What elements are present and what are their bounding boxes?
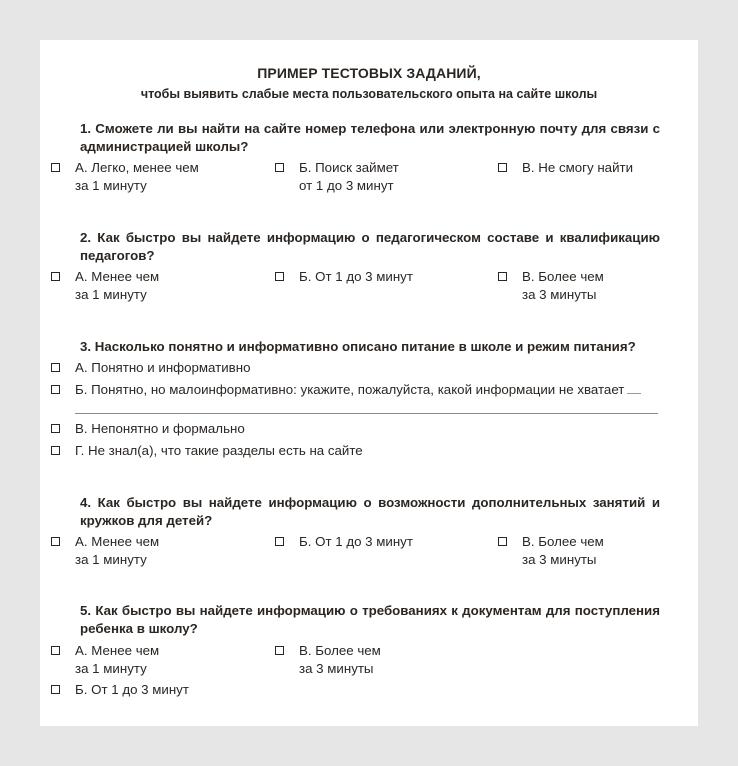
q3-option-c[interactable]: В. Непонятно и формально [51,420,245,438]
q1-option-b[interactable]: Б. Поиск займет от 1 до 3 минут [275,159,399,195]
page-subtitle: чтобы выявить слабые места пользовательского опыта на сайте школы [140,87,598,101]
q1-option-c[interactable]: В. Не смогу найти [498,159,633,177]
checkbox-icon[interactable] [275,537,284,546]
checkbox-icon[interactable] [51,685,60,694]
q3-option-a[interactable]: А. Понятно и информативно [51,359,250,377]
q1-option-a[interactable]: А. Легко, менее чем за 1 минуту [51,159,199,195]
q2-option-c[interactable]: В. Более чем за 3 минуты [498,268,604,304]
checkbox-icon[interactable] [51,363,60,372]
q5-option-a[interactable]: А. Менее чем за 1 минуту [51,642,159,678]
checkbox-icon[interactable] [51,446,60,455]
survey-card [40,40,698,726]
page-title: ПРИМЕР ТЕСТОВЫХ ЗАДАНИЙ, [257,65,481,81]
q4-option-a[interactable]: А. Менее чем за 1 минуту [51,533,159,569]
checkbox-icon[interactable] [51,646,60,655]
checkbox-icon[interactable] [51,424,60,433]
checkbox-icon[interactable] [51,272,60,281]
checkbox-icon[interactable] [275,272,284,281]
question-4-text: 4. Как быстро вы найдете информацию о возможности дополнительных занятий и кружков для детей? [80,495,660,528]
checkbox-icon[interactable] [498,272,507,281]
checkbox-icon[interactable] [275,646,284,655]
question-1-text: 1. Сможете ли вы найти на сайте номер телефона или электронную почту для связи с администрацией школы? [80,121,660,154]
fill-in-line[interactable] [75,413,658,414]
q5-option-c[interactable]: В. Более чем за 3 минуты [275,642,381,678]
checkbox-icon[interactable] [51,163,60,172]
checkbox-icon[interactable] [275,163,284,172]
fill-in-blank[interactable] [627,381,641,394]
question-2-text: 2. Как быстро вы найдете информацию о педагогическом составе и квалификацию педагогов? [80,230,660,263]
q4-option-c[interactable]: В. Более чем за 3 минуты [498,533,604,569]
q4-option-b[interactable]: Б. От 1 до 3 минут [275,533,413,551]
checkbox-icon[interactable] [51,537,60,546]
q5-option-b[interactable]: Б. От 1 до 3 минут [51,681,189,699]
question-3-text: 3. Насколько понятно и информативно описано питание в школе и режим питания? [80,339,636,354]
question-5-text: 5. Как быстро вы найдете информацию о требованиях к документам для поступления ребенка в школу? [80,603,660,636]
q3-option-b[interactable]: Б. Понятно, но малоинформативно: укажите, пожалуйста, какой информации не хватает [51,381,641,399]
checkbox-icon[interactable] [498,163,507,172]
checkbox-icon[interactable] [51,385,60,394]
q2-option-b[interactable]: Б. От 1 до 3 минут [275,268,413,286]
q2-option-a[interactable]: А. Менее чем за 1 минуту [51,268,159,304]
checkbox-icon[interactable] [498,537,507,546]
q3-option-d[interactable]: Г. Не знал(а), что такие разделы есть на сайте [51,442,363,460]
